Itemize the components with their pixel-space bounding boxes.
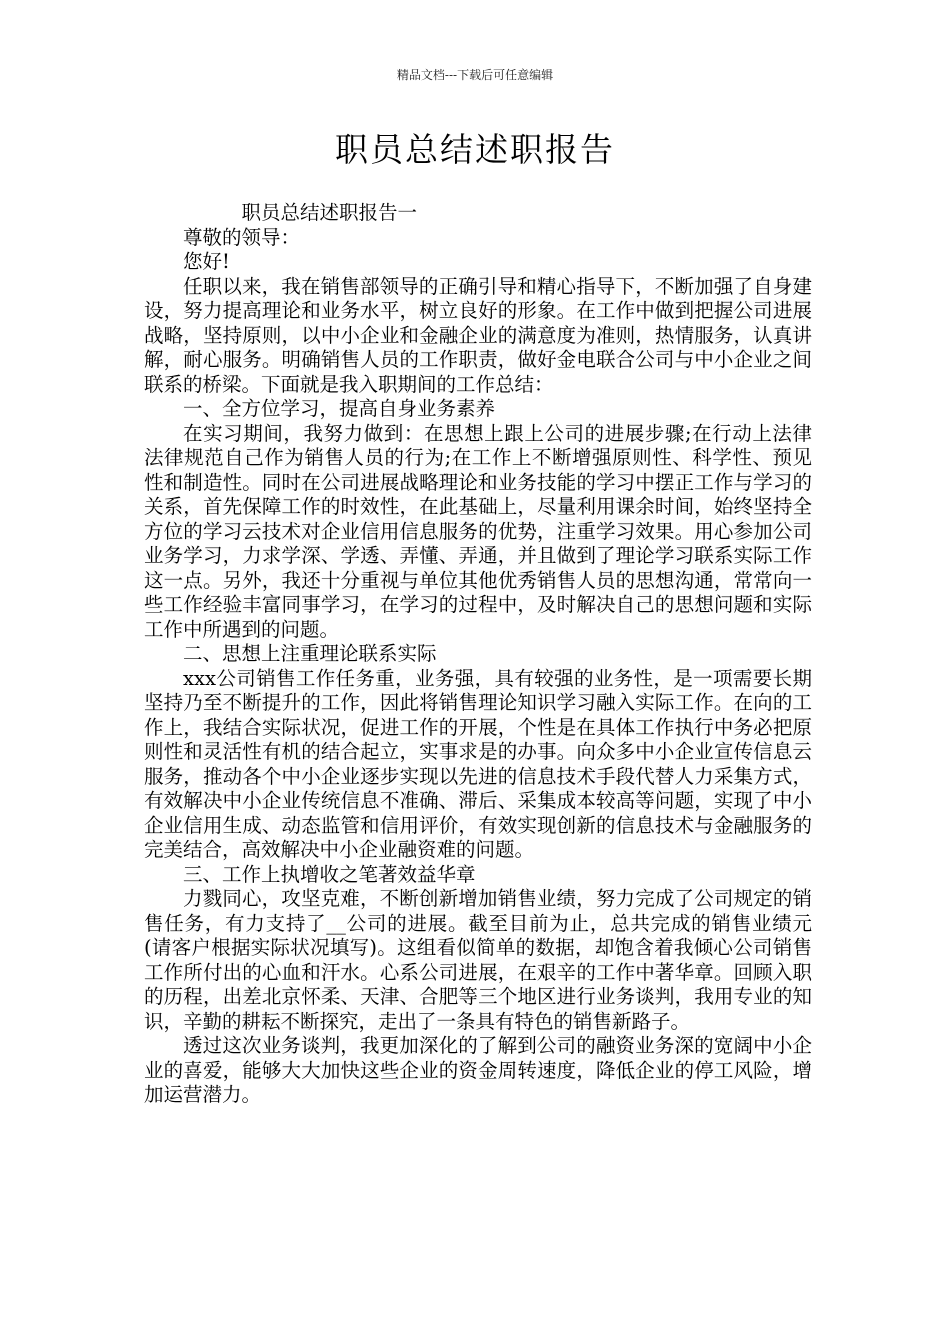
salutation: 尊敬的领导： bbox=[183, 225, 301, 249]
page-header-note: 精品文档---下载后可任意编辑 bbox=[396, 68, 554, 82]
paragraph-section-3b: 透过这次业务谈判，我更加深化的了解到公司的融资业务深的宽阔中小企业的喜爱，能够大大加快这些企业的资金周转速度，降低企业的停工风险，增加运营潜力。 bbox=[144, 1034, 812, 1106]
section-heading-2: 二、思想上注重理论联系实际 bbox=[183, 642, 437, 665]
paragraph-section-3a: 力戮同心，攻坚克难，不断创新增加销售业绩，努力完成了公司规定的销售任务，有力支持了__公司的进展。截至目前为止，总共完成的销售业绩元(请客户根据实际状况填写)。这组看似简单的数据，却饱含着我倾心公司销售工作所付出的心血和汗水。心系公司进展，在艰辛的工作中著华章。回顾入职的历程，出差北京怀柔、天津、合肥等三个地区进行业务谈判，我用专业的知识，辛勤的耕耘不断探究，走出了一条具有特色的销售新路子。 bbox=[144, 887, 812, 1033]
paragraph-intro: 任职以来，我在销售部领导的正确引导和精心指导下，不断加强了自身建设，努力提高理论和业务水平，树立良好的形象。在工作中做到把握公司进展战略，坚持原则，以中小企业和金融企业的满意度为准则，热情服务，认真讲解，耐心服务。明确销售人员的工作职责，做好金电联合公司与中小企业之间联系的桥梁。下面就是我入职期间的工作总结： bbox=[144, 274, 812, 396]
paragraph-section-1: 在实习期间，我努力做到：在思想上跟上公司的进展步骤;在行动上法律法律规范自己作为销售人员的行为;在工作上不断增强原则性、科学性、预见性和制造性。同时在公司进展战略理论和业务技能的学习中摆正工作与学习的关系，首先保障工作的时效性，在此基础上，尽量利用课余时间，始终坚持全方位的学习云技术对企业信用信息服务的优势，注重学习效果。用心参加公司业务学习，力求学深、学透、弄懂、弄通，并且做到了理论学习联系实际工作这一点。另外，我还十分重视与单位其他优秀销售人员的思想沟通，常常向一些工作经验丰富同事学习，在学习的过程中，及时解决自己的思想问题和实际工作中所遇到的问题。 bbox=[144, 421, 812, 641]
paragraph-section-2: xxx公司销售工作任务重，业务强，具有较强的业务性，是一项需要长期坚持乃至不断提升的工作，因此将销售理论知识学习融入实际工作。在向的工作上，我结合实际状况，促进工作的开展，个性是在具体工作执行中务必把原则性和灵活性有机的结合起立，实事求是的办事。向众多中小企业宣传信息云服务，推动各个中小企业逐步实现以先进的信息技术手段代替人力采集方式，有效解决中小企业传统信息不准确、滞后、采集成本较高等问题，实现了中小企业信用生成、动态监管和信用评价，有效实现创新的信息技术与金融服务的完美结合，高效解决中小企业融资难的问题。 bbox=[144, 666, 812, 861]
section-heading-1: 一、全方位学习，提高自身业务素养 bbox=[183, 397, 496, 420]
document-subtitle: 职员总结述职报告一 bbox=[241, 201, 418, 224]
document-title: 职员总结述职报告 bbox=[335, 130, 615, 169]
greeting: 您好! bbox=[183, 250, 230, 273]
section-heading-3: 三、工作上执增收之笔著效益华章 bbox=[183, 862, 476, 886]
document-body bbox=[144, 201, 812, 1108]
